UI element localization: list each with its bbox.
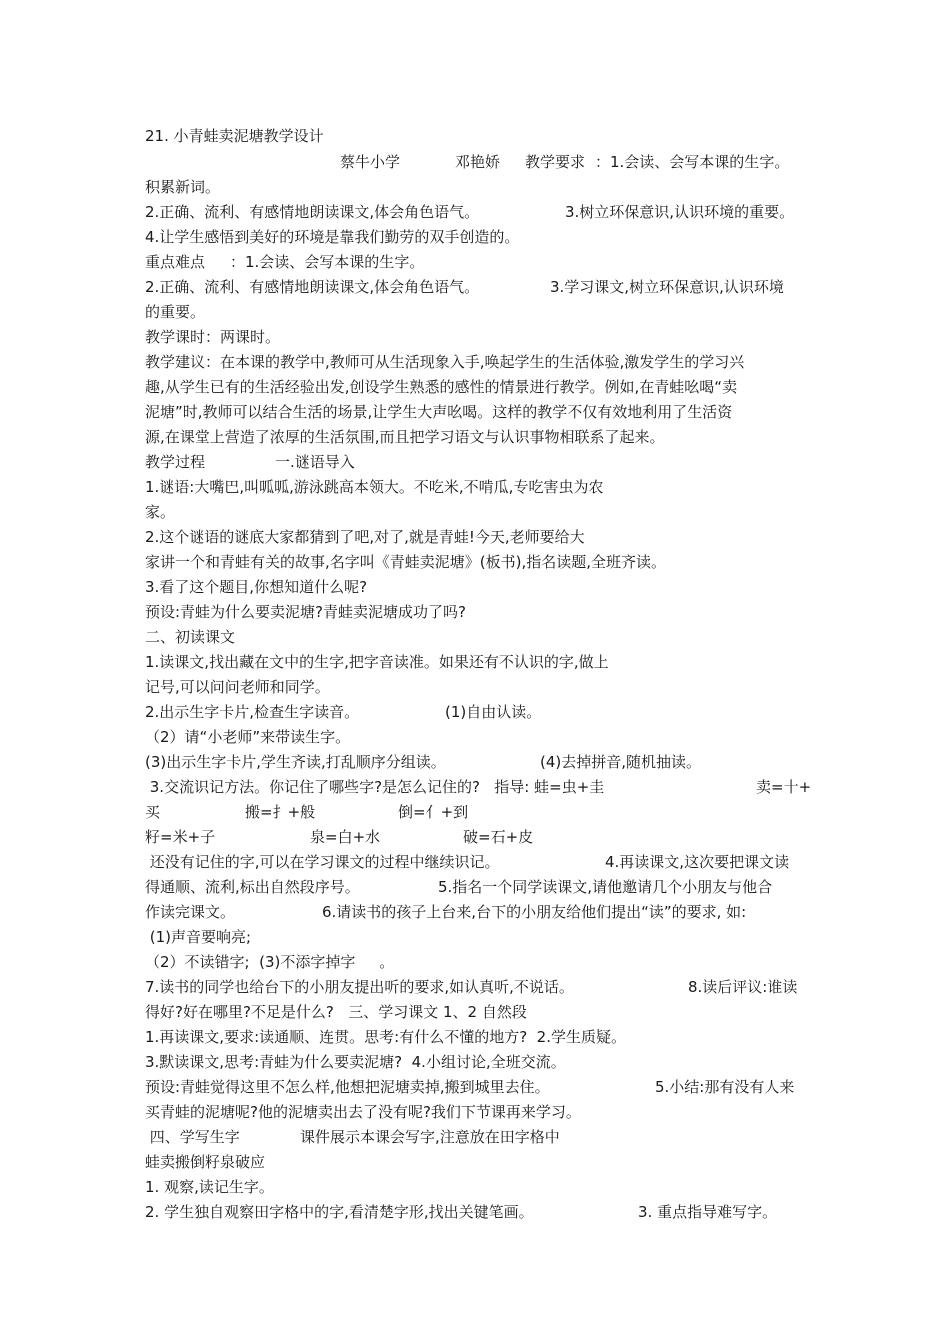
text-line (145, 900, 747, 924)
paragraph-text: 预设:青蛙为什么要卖泥塘?青蛙卖泥塘成功了吗? (145, 603, 466, 621)
text-line (145, 875, 773, 899)
requirements-label: 教学要求 (525, 153, 586, 171)
paragraph-text: 记号,可以问问老师和同学。 (145, 678, 330, 696)
character-formula: 倒=亻+到 (398, 803, 469, 821)
text-line (145, 800, 469, 824)
character-formula: 破=石+皮 (463, 828, 534, 846)
text-line (145, 500, 176, 524)
class-hours: 教学课时：两课时。 (145, 328, 281, 346)
paragraph-text: 3.默读课文,思考:青蛙为什么要卖泥塘? 4.小组讨论,全班交流。 (145, 1053, 566, 1071)
text-line (145, 1175, 274, 1199)
character-formula: 搬=扌+般 (245, 803, 316, 821)
paragraph-text: 家讲一个和青蛙有关的故事,名字叫《青蛙卖泥塘》(板书),指名读题,全班齐读。 (145, 553, 667, 571)
paragraph-text: 3.交流识记方法。你记住了哪些字?是怎么记住的? 指导: 蛙=虫+圭 (145, 778, 605, 796)
text-line (145, 675, 330, 699)
paragraph-text: 作读完课文。 (145, 903, 236, 921)
text-line (145, 325, 281, 349)
paragraph-text: 1.再读课文,要求:读通顺、连贯。思考:有什么不懂的地方? 2.学生质疑。 (145, 1028, 626, 1046)
text-line (145, 200, 795, 224)
paragraph-text: 3.看了这个题目,你想知道什么呢? (145, 578, 368, 596)
requirement-1: ：1.会读、会写本课的生字。 (595, 153, 790, 171)
key-point-2: 2.正确、流利、有感情地朗读课文,体会角色语气。 (145, 278, 480, 296)
paragraph-text: 2.这个谜语的谜底大家都猜到了吧,对了,就是青蛙!今天,老师要给大 (145, 528, 585, 546)
paragraph-text: （2）请“小老师”来带读生字。 (145, 728, 351, 746)
text-line (145, 300, 206, 324)
paragraph-text: （2）不读错字; (3)不添字掉字 。 (145, 953, 395, 971)
character-formula: 籽=米+子 (145, 828, 216, 846)
text-line (145, 1000, 527, 1024)
requirement-1-cont: 积累新词。 (145, 178, 221, 196)
text-line (145, 1125, 560, 1149)
text-line (145, 375, 738, 399)
key-point-3-cont: 的重要。 (145, 303, 206, 321)
text-line (145, 625, 236, 649)
requirement-4: 4.让学生感悟到美好的环境是靠我们勤劳的双手创造的。 (145, 228, 520, 246)
process-label: 教学过程 (145, 453, 206, 471)
text-line (145, 650, 609, 674)
paragraph-text: 5.小结:那有没有人来 (655, 1078, 795, 1096)
suggestion-line: 泥塘”时,教师可以结合生活的场景,让学生大声吆喝。这样的教学不仅有效地利用了生活资 (145, 403, 733, 421)
paragraph-text: 得通顺、流利,标出自然段序号。 (145, 878, 360, 896)
text-line (145, 525, 585, 549)
paragraph-text: 家。 (145, 503, 176, 521)
text-line (145, 700, 542, 724)
text-line (145, 550, 667, 574)
paragraph-text: (1)声音要响亮; (145, 928, 252, 946)
document-title (145, 124, 324, 148)
text-line (145, 175, 221, 199)
paragraph-text: (1)自由认读。 (445, 703, 542, 721)
paragraph-text: 1.读课文,找出藏在文中的生字,把字音读准。如果还有不认识的字,做上 (145, 653, 609, 671)
paragraph-text: 1.谜语:大嘴巴,叫呱呱,游泳跳高本领大。不吃米,不啃瓜,专吃害虫为农 (145, 478, 604, 496)
text-line (145, 1100, 581, 1124)
author-name: 邓艳娇 (455, 153, 501, 171)
paragraph-text: 预设:青蛙觉得这里不怎么样,他想把泥塘卖掉,搬到城里去住。 (145, 1078, 550, 1096)
paragraph-text: 3. 重点指导难写字。 (638, 1203, 778, 1221)
paragraph-text: 1. 观察,读记生字。 (145, 1178, 274, 1196)
character-formula: 泉=白+水 (310, 828, 381, 846)
text-line (145, 1075, 795, 1099)
paragraph-text: 8.读后评议:谁读 (688, 978, 798, 996)
paragraph-text: 得好?好在哪里?不足是什么? 三、学习课文 1、2 自然段 (145, 1003, 527, 1021)
text-line (145, 725, 351, 749)
suggestion-line: 源,在课堂上营造了浓厚的生活氛围,而且把学习语文与认识事物相联系了起来。 (145, 428, 665, 446)
paragraph-text: 2.出示生字卡片,检查生字读音。 (145, 703, 360, 721)
key-points-label: 重点难点 (145, 253, 206, 271)
text-line (145, 1025, 626, 1049)
text-line (145, 975, 798, 999)
text-line (145, 775, 812, 799)
text-line (145, 1200, 778, 1224)
section-4-heading: 四、学写生字 (145, 1128, 240, 1146)
requirement-2: 2.正确、流利、有感情地朗读课文,体会角色语气。 (145, 203, 480, 221)
text-line (145, 225, 520, 249)
text-line (145, 950, 395, 974)
school-name: 蔡牛小学 (340, 153, 401, 171)
text-line (145, 350, 745, 374)
paragraph-text: 买青蛙的泥塘呢?他的泥塘卖出去了没有呢?我们下节课再来学习。 (145, 1103, 581, 1121)
key-point-3: 3.学习课文,树立环保意识,认识环境 (550, 278, 784, 296)
text-line (145, 475, 604, 499)
section-1-heading: 一.谜语导入 (275, 453, 355, 471)
paragraph-text: 卖=十+ (756, 778, 812, 796)
paragraph-text: 4.再读课文,这次要把课文读 (605, 853, 790, 871)
paragraph-text: 2. 学生独自观察田字格中的字,看清楚字形,找出关键笔画。 (145, 1203, 534, 1221)
text-line (145, 275, 784, 299)
text-line (145, 925, 252, 949)
text-line (145, 400, 733, 424)
paragraph-text: (4)去掉拼音,随机抽读。 (540, 753, 702, 771)
title-text: 21. 小青蛙卖泥塘教学设计 (145, 127, 324, 145)
text-line (145, 750, 702, 774)
text-line (145, 1150, 266, 1174)
paragraph-text: (3)出示生字卡片,学生齐读,打乱顺序分组读。 (145, 753, 446, 771)
text-line (145, 600, 466, 624)
character-formula: 买 (145, 803, 161, 821)
section-2-heading: 二、初读课文 (145, 628, 236, 646)
paragraph-text: 还没有记住的字,可以在学习课文的过程中继续识记。 (145, 853, 500, 871)
key-point-1: ：1.会读、会写本课的生字。 (230, 253, 425, 271)
text-line (145, 1050, 566, 1074)
paragraph-text: 6.请读书的孩子上台来,台下的小朋友给他们提出“读”的要求, 如: (322, 903, 747, 921)
practice-characters: 蛙卖搬倒籽泉破应 (145, 1153, 266, 1171)
text-line (145, 450, 355, 474)
text-line (145, 250, 425, 274)
paragraph-text: 7.读书的同学也给台下的小朋友提出听的要求,如认真听,不说话。 (145, 978, 574, 996)
suggestion-line: 趣,从学生已有的生活经验出发,创设学生熟悉的感性的情景进行教学。例如,在青蛙吆喝“卖 (145, 378, 738, 396)
text-line (145, 575, 368, 599)
author-line (145, 150, 790, 174)
text-line (145, 825, 534, 849)
text-line (145, 425, 665, 449)
paragraph-text: 课件展示本课会写字,注意放在田字格中 (300, 1128, 560, 1146)
requirement-3: 3.树立环保意识,认识环境的重要。 (565, 203, 795, 221)
suggestion-line: 教学建议：在本课的教学中,教师可从生活现象入手,唤起学生的生活体验,激发学生的学习兴 (145, 353, 745, 371)
text-line (145, 850, 790, 874)
paragraph-text: 5.指名一个同学读课文,请他邀请几个小朋友与他合 (438, 878, 773, 896)
